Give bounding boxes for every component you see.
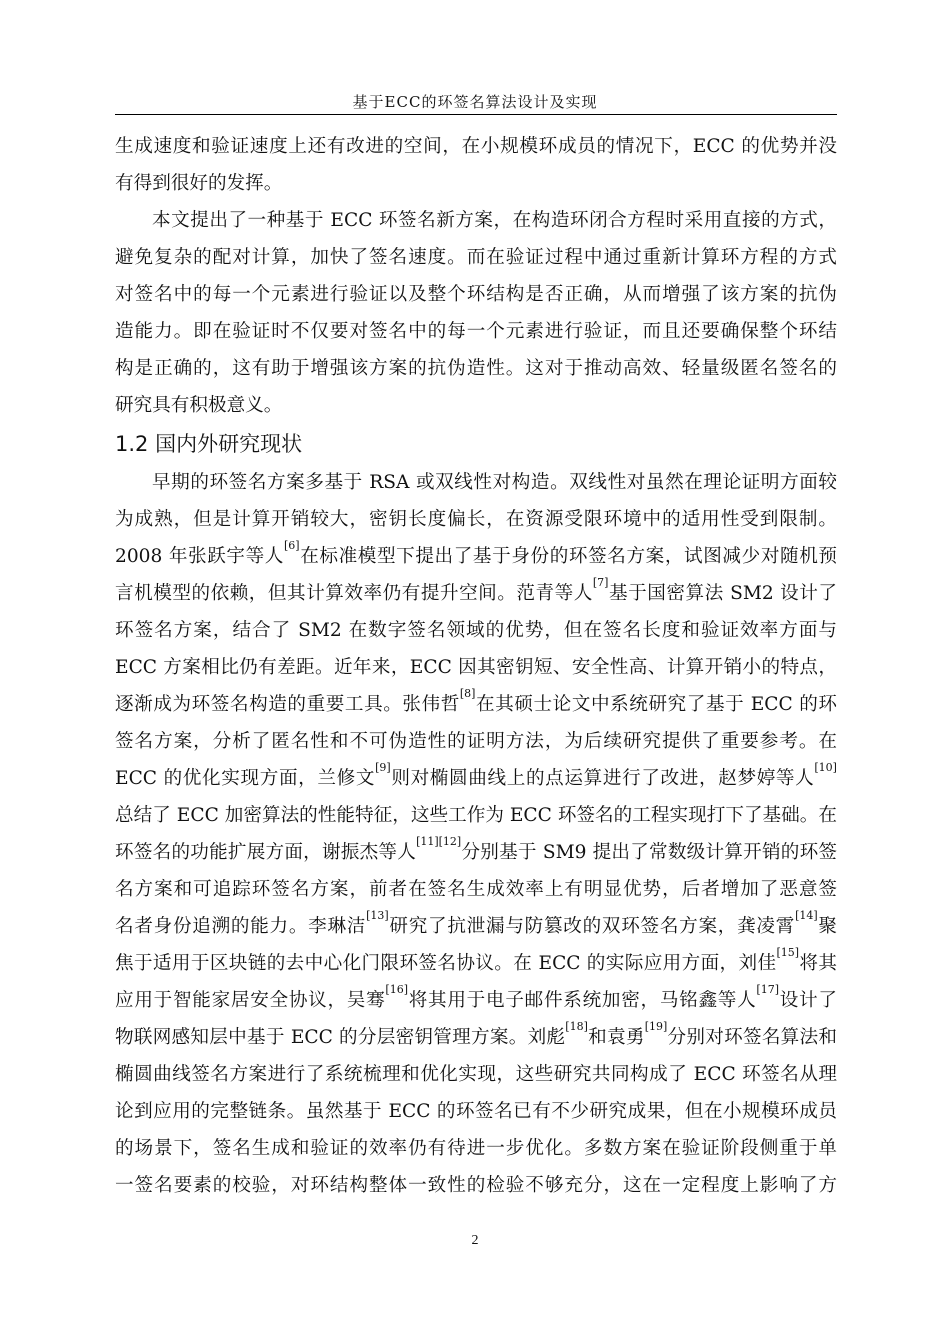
text-span: 将其 — [799, 953, 837, 974]
text-span: 名者身份追溯的能力。李琳洁 — [115, 916, 367, 937]
text-span: 则对椭圆曲线上的点运算进行了改进，赵梦婷等人 — [390, 768, 815, 789]
text-line: 研究具有积极意义。 — [115, 395, 283, 416]
running-header: 基于ECC的环签名算法设计及实现 — [352, 93, 598, 111]
page-body — [115, 128, 837, 1204]
text-span: 分别基于 SM9 提出了常数级计算开销的环签 — [461, 842, 837, 863]
text-span: 环签名的功能扩展方面，谢振杰等人 — [115, 842, 417, 863]
text-line — [115, 982, 837, 1019]
text-line: 签名方案，分析了匿名性和不可伪造性的证明方法，为后续研究提供了重要参考。在 — [115, 731, 837, 752]
text-line: 本文提出了一种基于 ECC 环签名新方案，在构造环闭合方程时采用直接的方式， — [152, 210, 837, 231]
text-line: 造能力。即在验证时不仅要对签名中的每一个元素进行验证，而且还要确保整个环结 — [115, 321, 837, 342]
text-span: 研究了抗泄漏与防篡改的双环签名方案，龚凌霄 — [388, 916, 796, 937]
text-span: 将其用于电子邮件系统加密，马铭鑫等人 — [408, 990, 757, 1011]
text-span: 物联网感知层中基于 ECC 的分层密钥管理方案。刘彪 — [115, 1027, 566, 1048]
text-span: 言机模型的依赖，但其计算效率仍有提升空间。范青等人 — [115, 583, 593, 604]
text-line: 生成速度和验证速度上还有改进的空间，在小规模环成员的情况下，ECC 的优势并没 — [115, 136, 837, 157]
text-line: 早期的环签名方案多基于 RSA 或双线性对构造。双线性对虽然在理论证明方面较 — [152, 472, 837, 493]
text-line: 总结了 ECC 加密算法的性能特征，这些工作为 ECC 环签名的工程实现打下了基础。在 — [115, 805, 837, 826]
section-heading: 1.2 国内外研究现状 — [115, 432, 303, 456]
citation-ref: [7] — [592, 576, 609, 589]
text-line: 环签名方案，结合了 SM2 在数字签名领域的优势，但在签名长度和验证效率方面与 — [115, 620, 837, 641]
citation-ref: [19] — [644, 1020, 668, 1033]
text-span: 2008 年张跃宇等人 — [115, 546, 284, 567]
text-span: 在标准模型下提出了基于身份的环签名方案，试图减少对随机预 — [299, 546, 837, 567]
page-number: 2 — [471, 1233, 479, 1248]
text-line — [115, 686, 837, 723]
text-line: 对签名中的每一个元素进行验证以及整个环结构是否正确，从而增强了该方案的抗伪 — [115, 284, 837, 305]
text-line: 椭圆曲线签名方案进行了系统梳理和优化实现，这些研究共同构成了 ECC 环签名从理 — [115, 1064, 837, 1085]
text-line — [115, 538, 837, 575]
citation-ref: [8] — [459, 687, 476, 700]
text-span: 聚 — [817, 916, 837, 937]
citation-ref: [11][12] — [416, 835, 462, 848]
text-span: 在其硕士论文中系统研究了基于 ECC 的环 — [475, 694, 837, 715]
citation-ref: [16] — [385, 983, 409, 996]
text-span: 基于国密算法 SM2 设计了 — [608, 583, 837, 604]
citation-ref: [14] — [795, 909, 818, 922]
citation-ref: [6] — [284, 539, 300, 552]
citation-ref: [15] — [776, 946, 800, 959]
text-line: 名方案和可追踪环签名方案，前者在签名生成效率上有明显优势，后者增加了恶意签 — [115, 879, 837, 900]
text-line — [115, 1019, 837, 1056]
text-span: 分别对环签名算法和 — [667, 1027, 837, 1048]
header-rule — [115, 114, 837, 115]
text-span: 逐渐成为环签名构造的重要工具。张伟哲 — [115, 694, 460, 715]
text-line: 有得到很好的发挥。 — [115, 173, 283, 194]
text-span: 应用于智能家居安全协议，吴骞 — [115, 990, 386, 1011]
text-line: 为成熟，但是计算开销较大，密钥长度偏长，在资源受限环境中的适用性受到限制。 — [115, 509, 837, 530]
citation-ref: [17] — [756, 983, 780, 996]
text-span: 和袁勇 — [587, 1027, 645, 1048]
text-line: 一签名要素的校验，对环结构整体一致性的检验不够充分，这在一定程度上影响了方 — [115, 1175, 837, 1196]
text-line — [115, 575, 837, 612]
text-span: ECC 的优化实现方面，兰修文 — [115, 768, 376, 789]
text-line: 构是正确的，这有助于增强该方案的抗伪造性。这对于推动高效、轻量级匿名签名的 — [115, 358, 837, 379]
citation-ref: [13] — [366, 909, 389, 922]
text-line — [115, 908, 837, 945]
citation-ref: [9] — [375, 761, 391, 774]
text-line: 避免复杂的配对计算，加快了签名速度。而在验证过程中通过重新计算环方程的方式 — [115, 247, 837, 268]
citation-ref: [18] — [565, 1020, 588, 1033]
text-line: 论到应用的完整链条。虽然基于 ECC 的环签名已有不少研究成果，但在小规模环成员 — [115, 1101, 837, 1122]
text-span: 设计了 — [779, 990, 837, 1011]
text-line — [115, 760, 837, 797]
text-line — [115, 834, 837, 871]
citation-ref: [10] — [814, 761, 837, 774]
text-line: ECC 方案相比仍有差距。近年来，ECC 因其密钥短、安全性高、计算开销小的特点， — [115, 657, 837, 678]
text-line: 的场景下，签名生成和验证的效率仍有待进一步优化。多数方案在验证阶段侧重于单 — [115, 1138, 837, 1159]
text-line — [115, 945, 837, 982]
text-span: 焦于适用于区块链的去中心化门限环签名协议。在 ECC 的实际应用方面，刘佳 — [115, 953, 777, 974]
